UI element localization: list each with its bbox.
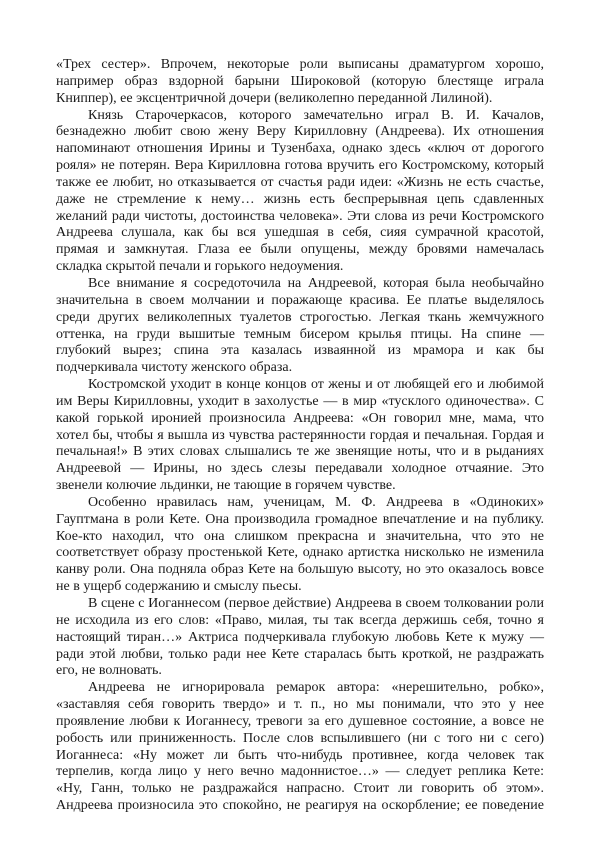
text-line: «Трех сестер». Впрочем, некоторые роли выписаны драматургом хорошо, <box>56 57 544 72</box>
text-line: не исходила из его слов: «Право, милая, ты так всегда держишь себя, точно я <box>56 612 544 628</box>
text-line: также ее любит, но отказывается от счастья ради идеи: «Жизнь не есть счастье, <box>56 174 544 190</box>
paragraph <box>56 57 544 108</box>
text-line: Гауптмана в роли Кете. Она производила громадное впечатление и на публику. <box>56 511 544 527</box>
text-line: «заставляя себя говорить твердо» и т. п., но мы понимали, что это у нее <box>56 697 544 713</box>
text-line: настоящий тиран…» Актриса подчеркивала глубокую любовь Кете к мужу — <box>56 629 544 645</box>
text-line: Особенно нравилась нам, ученицам, М. Ф. Андреева в «Одиноких» <box>88 494 544 510</box>
text-line: терпелив, когда лицо у него вечно мадоннистое…» — следует реплика Кете: <box>56 764 544 780</box>
text-line: Иоганнеса: «Ну может ли быть что-нибудь противнее, когда человек так <box>56 747 544 763</box>
text-line: подчеркивала чистоту женского образа. <box>56 360 293 376</box>
text-line: Все внимание я сосредоточила на Андреевой, которая была необычайно <box>88 275 544 291</box>
text-line: им Веры Кирилловны, уходит в захолустье — в мир «тусклого одиночества». С <box>56 393 544 409</box>
text-line: канву роли. Она подняла образ Кете на большую высоту, но это оказалось вовсе <box>56 562 544 578</box>
paragraph <box>56 596 544 680</box>
paragraph <box>56 680 544 815</box>
text-line: его, не волновать. <box>56 663 162 679</box>
paragraph <box>56 108 544 276</box>
paragraph <box>56 495 544 596</box>
text-line: не в ущерб содержанию и смыслу пьесы. <box>56 579 302 595</box>
document-page <box>56 57 544 815</box>
text-line: Андреева не игнорировала ремарок автора: «нерешительно, робко», <box>88 680 544 696</box>
text-line: прямая и замкнутая. Глаза ее были опущены, между бровями намечалась <box>56 242 544 258</box>
text-line: Костромской уходит в конце концов от жены и от любящей его и любимой <box>88 377 544 393</box>
text-line: значительна в своем молчании и поражающе красива. Ее платье выделялось <box>56 292 544 308</box>
text-line: Книппер), ее эксцентричной дочери (великолепно переданной Лилиной). <box>56 90 493 106</box>
text-line: например образ вздорной барыни Широковой (которую блестяще играла <box>56 73 544 89</box>
text-line: какой горькой иронией произносила Андреева: «Он говорил мне, мама, что <box>56 410 544 426</box>
text-line: Андреевой — Ирины, но здесь слезы передавали холодное отчаяние. Это <box>56 461 544 477</box>
text-line: среди других великолепных туалетов строгостью. Легкая ткань жемчужного <box>56 309 544 325</box>
text-line: желаний ради чистоты, достоинства человека». Эти слова из речи Костромского <box>56 208 544 224</box>
text-line: проявление любви к Иоганнесу, тревоги за его душевное состояние, а вовсе не <box>56 713 544 729</box>
text-line: безнадежно любит свою жену Веру Кирилловну (Андреева). Их отношения <box>56 124 544 140</box>
text-line: хотел бы, чтобы я вышла из чувства растерянности гордая и печальная. Гордая и <box>56 427 544 443</box>
text-line: рояля» не потерян. Вера Кирилловна готова вручить его Костромскому, который <box>56 158 544 174</box>
text-line: В сцене с Иоганнесом (первое действие) Андреева в своем толковании роли <box>88 596 544 611</box>
text-line: звенели колючие льдинки, не тающие в горячем чувстве. <box>56 478 396 494</box>
text-line: ради этой любви, только ради нее Кете старалась быть кроткой, не раздражать <box>56 646 544 662</box>
text-line: даже не стремление к нему… жизнь есть беспрерывная цепь сдавленных <box>56 191 544 207</box>
text-line: складка скрытой печали и горького недоумения. <box>56 259 344 275</box>
text-line: «Ну, Ганн, только не раздражайся напрасно. Стоит ли говорить об этом». <box>56 781 544 797</box>
text-line: Андреева слушала, как бы вся ушедшая в себя, сияя сумрачной красотой, <box>56 225 544 241</box>
text-line: печальная!» В этих словах слышались те же звенящие ноты, что и в рыданиях <box>56 444 544 460</box>
text-line: Андреева произносила это спокойно, не реагируя на оскорбление; ее поведение <box>56 798 544 814</box>
text-line: соответствует образу простенькой Кете, однако артистка нисколько не изменила <box>56 545 544 561</box>
text-line: оттенка, на груди вышитые темным бисером крылья птицы. На спине — <box>56 326 544 342</box>
paragraph <box>56 377 544 495</box>
text-line: напоминают отношения Ирины и Тузенбаха, однако здесь «ключ от дорогого <box>56 141 544 157</box>
text-line: робость или приниженность. После слов вспылившего (ни с того ни с сего) <box>56 730 544 746</box>
text-line: Кое-кто находил, что она слишком прекрасна и значительна, что это не <box>56 528 544 544</box>
paragraph <box>56 276 544 377</box>
text-line: Князь Старочеркасов, которого замечательно играл В. И. Качалов, <box>88 107 544 123</box>
text-line: глубокий вырез; спина эта казалась изваянной из мрамора и как бы <box>56 343 544 359</box>
